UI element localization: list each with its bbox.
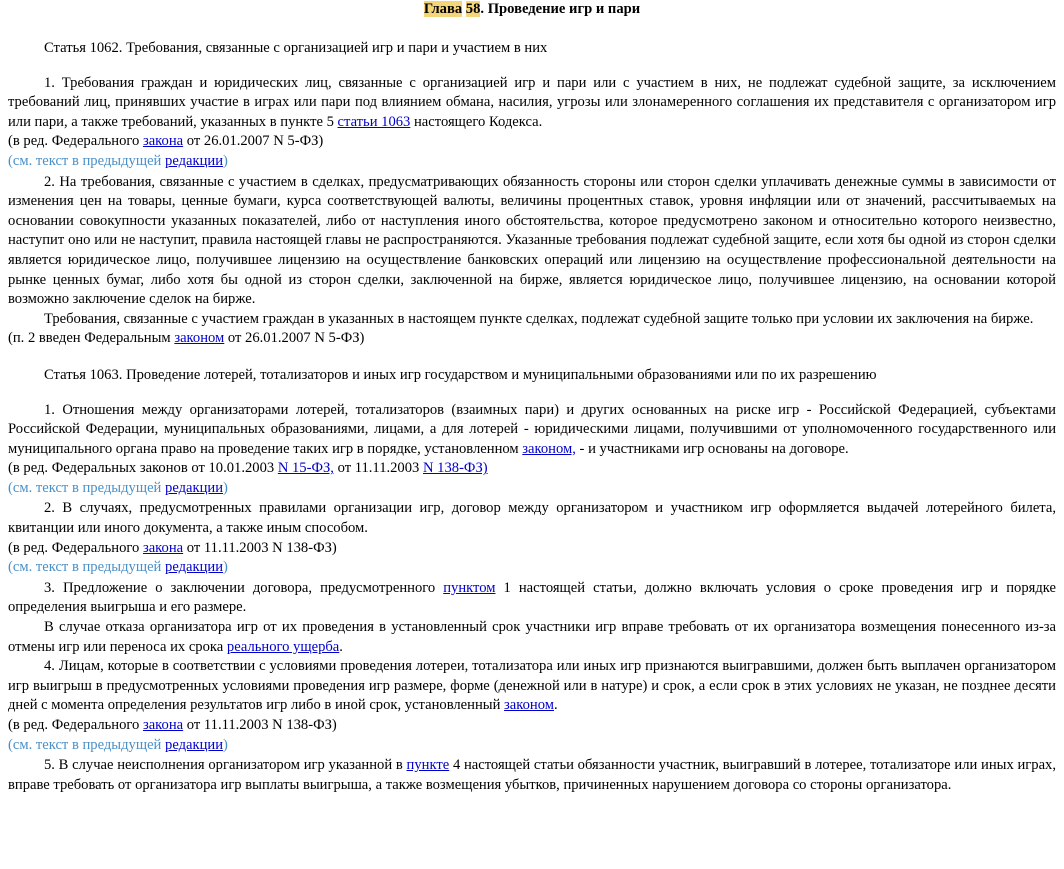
link-clause[interactable]: пункте	[406, 757, 450, 774]
article-1063-p1: 1. Отношения между организаторами лотерей, тотализаторов (взаимных пари) и других основанных на риске игр - Российской Федерацией, субъектами Российской Федерации, муниципальных образованиями, лицами, а для лотерей - юридическими лицами, получившими от уполномоченного государственного или муниципального органа право на проведение таких игр в порядке, установленном законом, - и участниками игр основаны на договоре.	[8, 401, 1056, 457]
article-1062-p1-prev-text: (см. текст в предыдущей редакции)	[8, 152, 228, 169]
chapter-number: 58	[465, 1, 481, 17]
link-law[interactable]: законом,	[522, 440, 576, 457]
link-previous-edition[interactable]: редакции	[165, 152, 224, 169]
link-previous-edition[interactable]: редакции	[165, 736, 224, 753]
link-law-138[interactable]: N 138-ФЗ)	[422, 460, 488, 477]
article-1063-p3b: В случае отказа организатора игр от их проведения в установленный срок участники игр вправе требовать от их организатора возмещения понесенного из-за отмены игр или переноса их срока реального ущерба.	[8, 619, 1056, 655]
link-law[interactable]: закона	[142, 539, 184, 556]
chapter-prefix: Глава	[423, 1, 463, 17]
article-1062-p1-revision: (в ред. Федерального закона от 26.01.2007 N 5-ФЗ)	[8, 133, 324, 150]
chapter-title-text: . Проведение игр и пари	[480, 1, 641, 17]
link-real-damage[interactable]: реального ущерба	[226, 638, 340, 655]
article-1063-p4-revision: (в ред. Федерального закона от 11.11.2003 N 138-ФЗ)	[8, 717, 337, 733]
article-1062-heading: Статья 1062. Требования, связанные с организацией игр и пари и участием в них	[44, 40, 548, 56]
article-1063-p2: 2. В случаях, предусмотренных правилами организации игр, договор между организатором и участником игр оформляется выдачей лотерейного билета, квитанции или иного документа, а также иным способом.	[8, 500, 1056, 537]
article-1063-p1-prev-text: (см. текст в предыдущей редакции)	[8, 479, 228, 496]
link-article-1063[interactable]: статьи 1063	[337, 113, 411, 130]
article-1062-p2-revision: (п. 2 введен Федеральным законом от 26.01.2007 N 5-ФЗ)	[8, 330, 365, 347]
article-1062-p2b: Требования, связанные с участием граждан в указанных в настоящем пункте сделках, подлежат судебной защите только при условии их заключения на бирже.	[44, 310, 1034, 327]
article-1063-p4: 4. Лицам, которые в соответствии с условиями проведения лотереи, тотализатора или иных игр признаются выигравшими, должен быть выплачен организатором игр выигрыш в предусмотренных условиями проведения игр размере, форме (денежной или в натуре) и срок, а если срок в этих условиях не указан, не позднее десяти дней с момента определения результатов игр либо в иной срок, установленный законом.	[8, 658, 1056, 714]
link-previous-edition[interactable]: редакции	[165, 559, 224, 576]
link-law[interactable]: закона	[142, 133, 184, 150]
link-law[interactable]: законом	[504, 697, 554, 714]
link-clause[interactable]: пунктом	[443, 579, 496, 596]
link-law-15[interactable]: N 15-ФЗ,	[277, 460, 334, 477]
chapter-title	[8, 0, 1056, 22]
article-1063-p3: 3. Предложение о заключении договора, предусмотренного пунктом 1 настоящей статьи, должно включать условия о сроке проведения игр и порядке определения выигрыша и его размере.	[8, 579, 1056, 616]
article-1063-p2-prev-text: (см. текст в предыдущей редакции)	[8, 559, 228, 576]
link-previous-edition[interactable]: редакции	[165, 479, 224, 496]
article-1063-p1-revision: (в ред. Федеральных законов от 10.01.2003 N 15-ФЗ, от 11.11.2003 N 138-ФЗ)	[8, 460, 488, 477]
article-1063-p2-revision: (в ред. Федерального закона от 11.11.2003 N 138-ФЗ)	[8, 539, 337, 556]
article-1063-p5: 5. В случае неисполнения организатором игр указанной в пункте 4 настоящей статьи обязанности участник, выигравший в лотерее, тотализаторе или иных играх, вправе требовать от организатора игр выплаты выигрыша, а также возмещения убытков, причиненных нарушением договора со стороны организатора.	[8, 757, 1057, 793]
article-1062-p2: 2. На требования, связанные с участием в сделках, предусматривающих обязанность стороны или сторон сделки уплачивать денежные суммы в зависимости от изменения цен на товары, ценные бумаги, курса соответствующей валюты, величины процентных ставок, уровня инфляции или от значений, рассчитываемых на основании совокупности указанных показателей, либо от наступления иного обстоятельства, которое предусмотрено законом и относительно которого неизвестно, наступит оно или не наступит, правила настоящей главы не распространяются. Указанные требования подлежат судебной защите, если хотя бы одной из сторон сделки является юридическое лицо, получившее лицензию на осуществление банковских операций или лицензию на осуществление профессиональной деятельности на рынке ценных бумаг, либо хотя бы одной из сторон сделки, заключенной на бирже, является юридическое лицо, получившее лицензию, на основании которой возможно заключение сделок на бирже.	[8, 173, 1056, 308]
link-law[interactable]: законом	[174, 330, 225, 347]
article-1063-p4-prev-text: (см. текст в предыдущей редакции)	[8, 736, 228, 753]
article-1063-heading: Статья 1063. Проведение лотерей, тотализаторов и иных игр государством и муниципальными образованиями или по их разрешению	[44, 366, 877, 383]
link-law[interactable]: закона	[142, 717, 184, 733]
article-1062-p1: 1. Требования граждан и юридических лиц, связанные с организацией игр и пари или с участием в них, не подлежат судебной защите, за исключением требований лиц, принявших участие в играх или пари под влиянием обмана, насилия, угрозы или злонамеренного соглашения их представителя с организатором игр или пари, а также требований, указанных в пункте 5 статьи 1063 настоящего Кодекса.	[8, 74, 1056, 130]
